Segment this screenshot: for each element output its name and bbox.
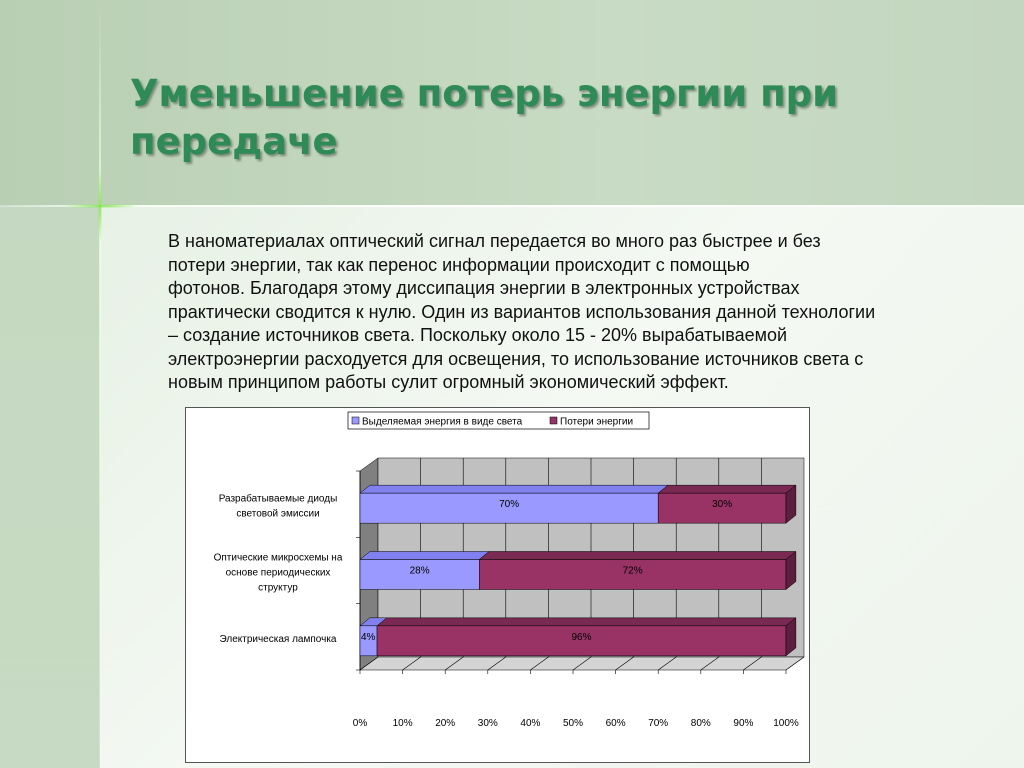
body-line: – создание источников света. Поскольку около 15 - 20% вырабатываемой — [168, 325, 788, 345]
vertical-divider — [99, 0, 101, 768]
bar-top-face — [658, 485, 796, 493]
bar-top-face — [360, 552, 489, 560]
body-line: фотонов. Благодаря этому диссипация энергии в электронных устройствах — [168, 278, 800, 298]
x-tick-label: 50% — [562, 718, 584, 729]
bar-top-face — [479, 552, 796, 560]
body-line: электроэнергии расходуется для освещения, то использование источников света с — [168, 348, 864, 369]
chart-container — [185, 407, 810, 763]
category-label: Электрическая лампочка — [219, 633, 337, 645]
body-line: новым принципом работы сулит огромный экономический эффект. — [168, 372, 729, 392]
horizontal-divider — [0, 205, 1024, 207]
category-label: Разрабатываемые диоды — [218, 493, 338, 505]
slide-body-text — [168, 230, 968, 395]
category-label: Оптические микросхемы на — [213, 552, 343, 564]
slide-title: Уменьшение потерь энергии при передаче — [130, 72, 839, 163]
bar-data-label: 72% — [622, 565, 643, 577]
category-label: световой эмиссии — [236, 508, 320, 520]
x-tick-label: 80% — [690, 718, 711, 729]
bar-data-label: 96% — [571, 631, 592, 643]
x-tick-label: 30% — [477, 718, 498, 729]
x-tick-label: 0% — [352, 718, 368, 729]
bar-top-face — [377, 618, 796, 626]
bar-top-face — [360, 485, 668, 493]
x-tick-label: 70% — [648, 718, 669, 729]
bar-data-label: 4% — [361, 631, 376, 643]
category-label: основе периодических — [225, 567, 331, 579]
legend-label: Потери энергии — [560, 416, 634, 428]
x-tick-label: 20% — [435, 718, 456, 729]
x-tick-label: 100% — [773, 718, 799, 729]
legend-swatch — [550, 417, 557, 424]
bar-data-label: 28% — [409, 565, 430, 577]
x-tick-label: 60% — [605, 718, 626, 729]
x-tick-label: 40% — [520, 718, 541, 729]
body-line: потери энергии, так как перенос информации происходит с помощью — [168, 254, 750, 275]
body-line: В наноматериалах оптический сигнал передается во много раз быстрее и без — [168, 231, 821, 251]
bar-data-label: 30% — [712, 499, 733, 511]
legend-label: Выделяемая энергия в виде света — [362, 416, 523, 428]
category-label: структур — [258, 582, 298, 594]
x-tick-label: 90% — [733, 718, 754, 729]
legend-swatch — [352, 417, 359, 424]
x-tick-label: 10% — [392, 718, 413, 729]
bar-data-label: 70% — [499, 499, 520, 511]
sparkle-decoration-vertical — [98, 168, 102, 242]
body-line: практически сводится к нулю. Один из вариантов использования данной технологии — [168, 301, 876, 322]
stacked-bar-chart — [186, 408, 811, 764]
